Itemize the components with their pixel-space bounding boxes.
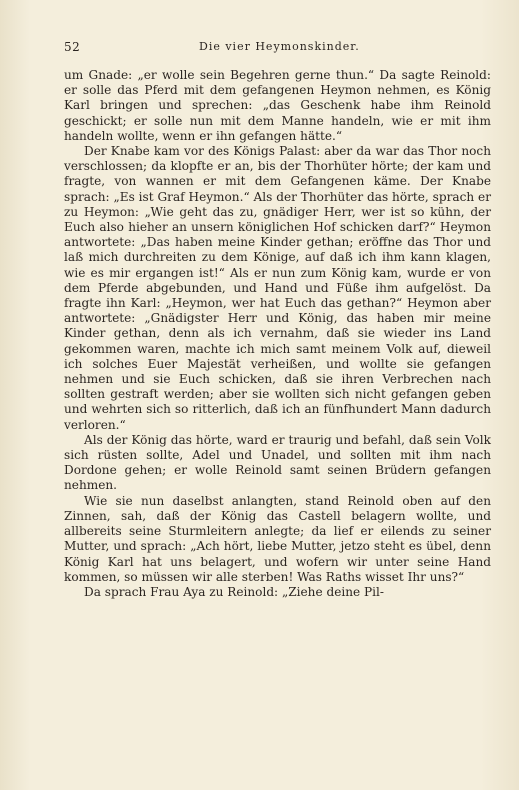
paragraph: Da sprach Frau Aya zu Reinold: „Ziehe deine Pil-: [84, 584, 384, 599]
paragraph: um Gnade: „er wolle sein Begehren gerne thun.“ Da sagte Reinold: er solle das Pferd mit dem gefangenen Heymon nehmen, es König Karl bringen und sprechen: „das Geschenk habe ihm Reinold geschickt; er solle nun mit dem Manne handeln, wie er mit ihm handeln wollte, wenn er ihn gefangen hätte.“: [64, 68, 491, 143]
page-header: [64, 40, 491, 62]
paragraph: Der Knabe kam vor des Königs Palast: aber da war das Thor noch verschlossen; da klopfte er an, bis der Thorhüter hörte; der kam und fragte, von wannen er mit dem Gefangenen käme. Der Knabe sprach: „Es ist Graf Heymon.“ Als der Thorhüter das hörte, sprach er zu Heymon: „Wie geht das zu, gnädiger Herr, wer ist so kühn, der Euch also hieher an unsern königlichen Hof schicken darf?“ Heymon antwortete: „Das haben meine Kinder gethan; eröffne das Thor und laß mich durchreiten zu dem Könige, auf daß ich ihm kann klagen, wie es mir ergangen ist!“ Als er nun zum König kam, wurde er von dem Pferde abgebunden, und Hand und Füße ihm aufgelöst. Da fragte ihn Karl: „Heymon, wer hat Euch das gethan?“ Heymon aber antwortete: „Gnädigster Herr und König, das haben mir meine Kinder gethan, denn als ich vernahm, daß sie wieder ins Land gekommen waren, machte ich mich samt meinem Volk auf, dieweil ich solches Euer Majestät verheißen, und wollte sie gefangen nehmen und sie Euch schicken, daß sie ihren Verbrechen nach sollten gestraft werden; aber sie wollten sich nicht gefangen geben und wehrten sich so ritterlich, daß ich an fünfhundert Mann dadurch verloren.“: [64, 144, 491, 432]
body-text: [64, 68, 491, 600]
page-number: 52: [64, 40, 81, 54]
running-title: Die vier Heymonskinder.: [199, 40, 360, 53]
paragraph: Wie sie nun daselbst anlangten, stand Reinold oben auf den Zinnen, sah, daß der König das Castell belagern wollte, und allbereits seine Sturmleitern anlegte; da lief er eilends zu seiner Mutter, und sprach: „Ach hört, liebe Mutter, jetzo steht es übel, denn König Karl hat uns belagert, und wofern wir unter seine Hand kommen, so müssen wir alle sterben! Was Raths wisset Ihr uns?“: [64, 493, 491, 584]
paragraph: Als der König das hörte, ward er traurig und befahl, daß sein Volk sich rüsten sollte, Adel und Unadel, und sollten mit ihm nach Dordone gehen; er wolle Reinold samt seinen Brüdern gefangen nehmen.: [64, 432, 491, 493]
